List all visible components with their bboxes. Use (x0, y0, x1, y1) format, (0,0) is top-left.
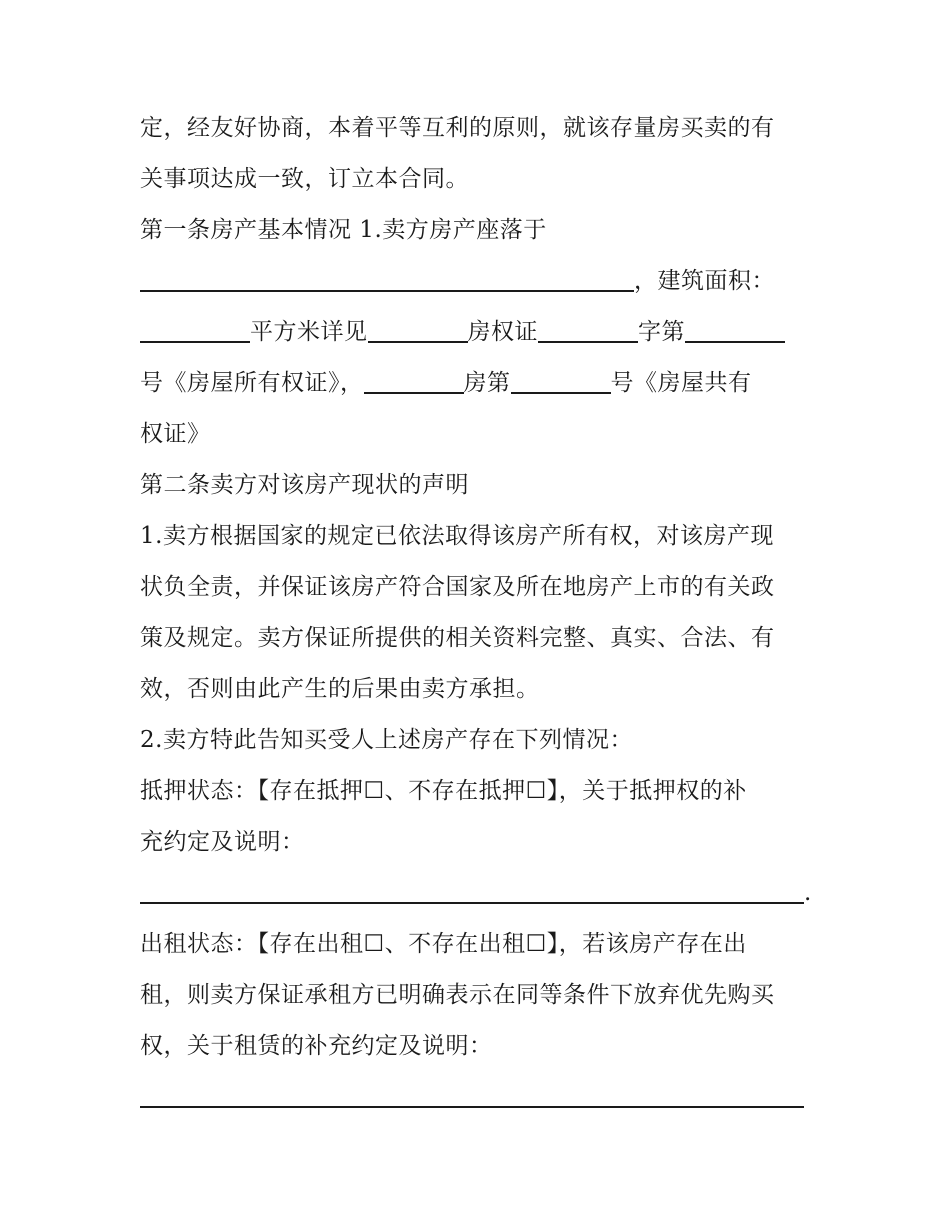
text-line: 定，经友好协商，本着平等互利的原则，就该存量房买卖的有 (140, 115, 775, 141)
article-2-heading: 第二条卖方对该房产现状的声明 (140, 472, 469, 498)
article-1-heading: 第一条房产基本情况 1.卖方房产座落于 (140, 217, 547, 243)
text-line: 充约定及说明： (140, 829, 305, 855)
fill-blank-cert-char[interactable] (538, 341, 638, 343)
text-line: 1.卖方根据国家的规定已依法取得该房产所有权，对该房产现 (140, 523, 774, 549)
ownership-label: 号《房屋所有权证》， (140, 370, 364, 396)
cert-label: 房权证 (467, 319, 538, 345)
period-mark: . (804, 880, 812, 906)
co-cert-label: 号《房屋共有 (610, 370, 752, 396)
text-line: 租，则卖方保证承租方已明确表示在同等条件下放弃优先购买 (140, 982, 775, 1008)
ownership-line (140, 358, 820, 409)
fill-blank-co-region[interactable] (364, 392, 464, 394)
contract-body (140, 103, 820, 1123)
location-line (140, 256, 820, 307)
fill-blank-mortgage-note[interactable] (140, 902, 804, 904)
area-label: ，建筑面积： (634, 268, 775, 294)
text-line: 关事项达成一致，订立本合同。 (140, 166, 469, 192)
certificate-line (140, 307, 820, 358)
lease-note-line (140, 1072, 820, 1123)
fill-blank-cert-region[interactable] (368, 341, 468, 343)
sqm-label: 平方米详见 (250, 319, 368, 345)
fill-blank-area[interactable] (140, 341, 250, 343)
text-line: 权证》 (140, 421, 211, 447)
mortgage-status-line: 抵押状态：【存在抵押☐、不存在抵押☐】，关于抵押权的补 (140, 778, 747, 804)
mortgage-note-line (140, 868, 820, 919)
fill-blank-lease-note[interactable] (140, 1106, 804, 1108)
text-line: 效，否则由此产生的后果由卖方承担。 (140, 676, 540, 702)
text-line: 权，关于租赁的补充约定及说明： (140, 1033, 493, 1059)
text-line: 状负全责，并保证该房产符合国家及所在地房产上市的有关政 (140, 574, 775, 600)
char-label: 字第 (638, 319, 685, 345)
fill-blank-location[interactable] (140, 290, 634, 292)
text-line: 2.卖方特此告知买受人上述房产存在下列情况： (140, 727, 633, 753)
fill-blank-co-no[interactable] (511, 392, 611, 394)
lease-status-line: 出租状态：【存在出租☐、不存在出租☐】，若该房产存在出 (140, 931, 747, 957)
text-line: 策及规定。卖方保证所提供的相关资料完整、真实、合法、有 (140, 625, 775, 651)
fill-blank-cert-no[interactable] (685, 341, 785, 343)
co-house-label: 房第 (463, 370, 511, 396)
